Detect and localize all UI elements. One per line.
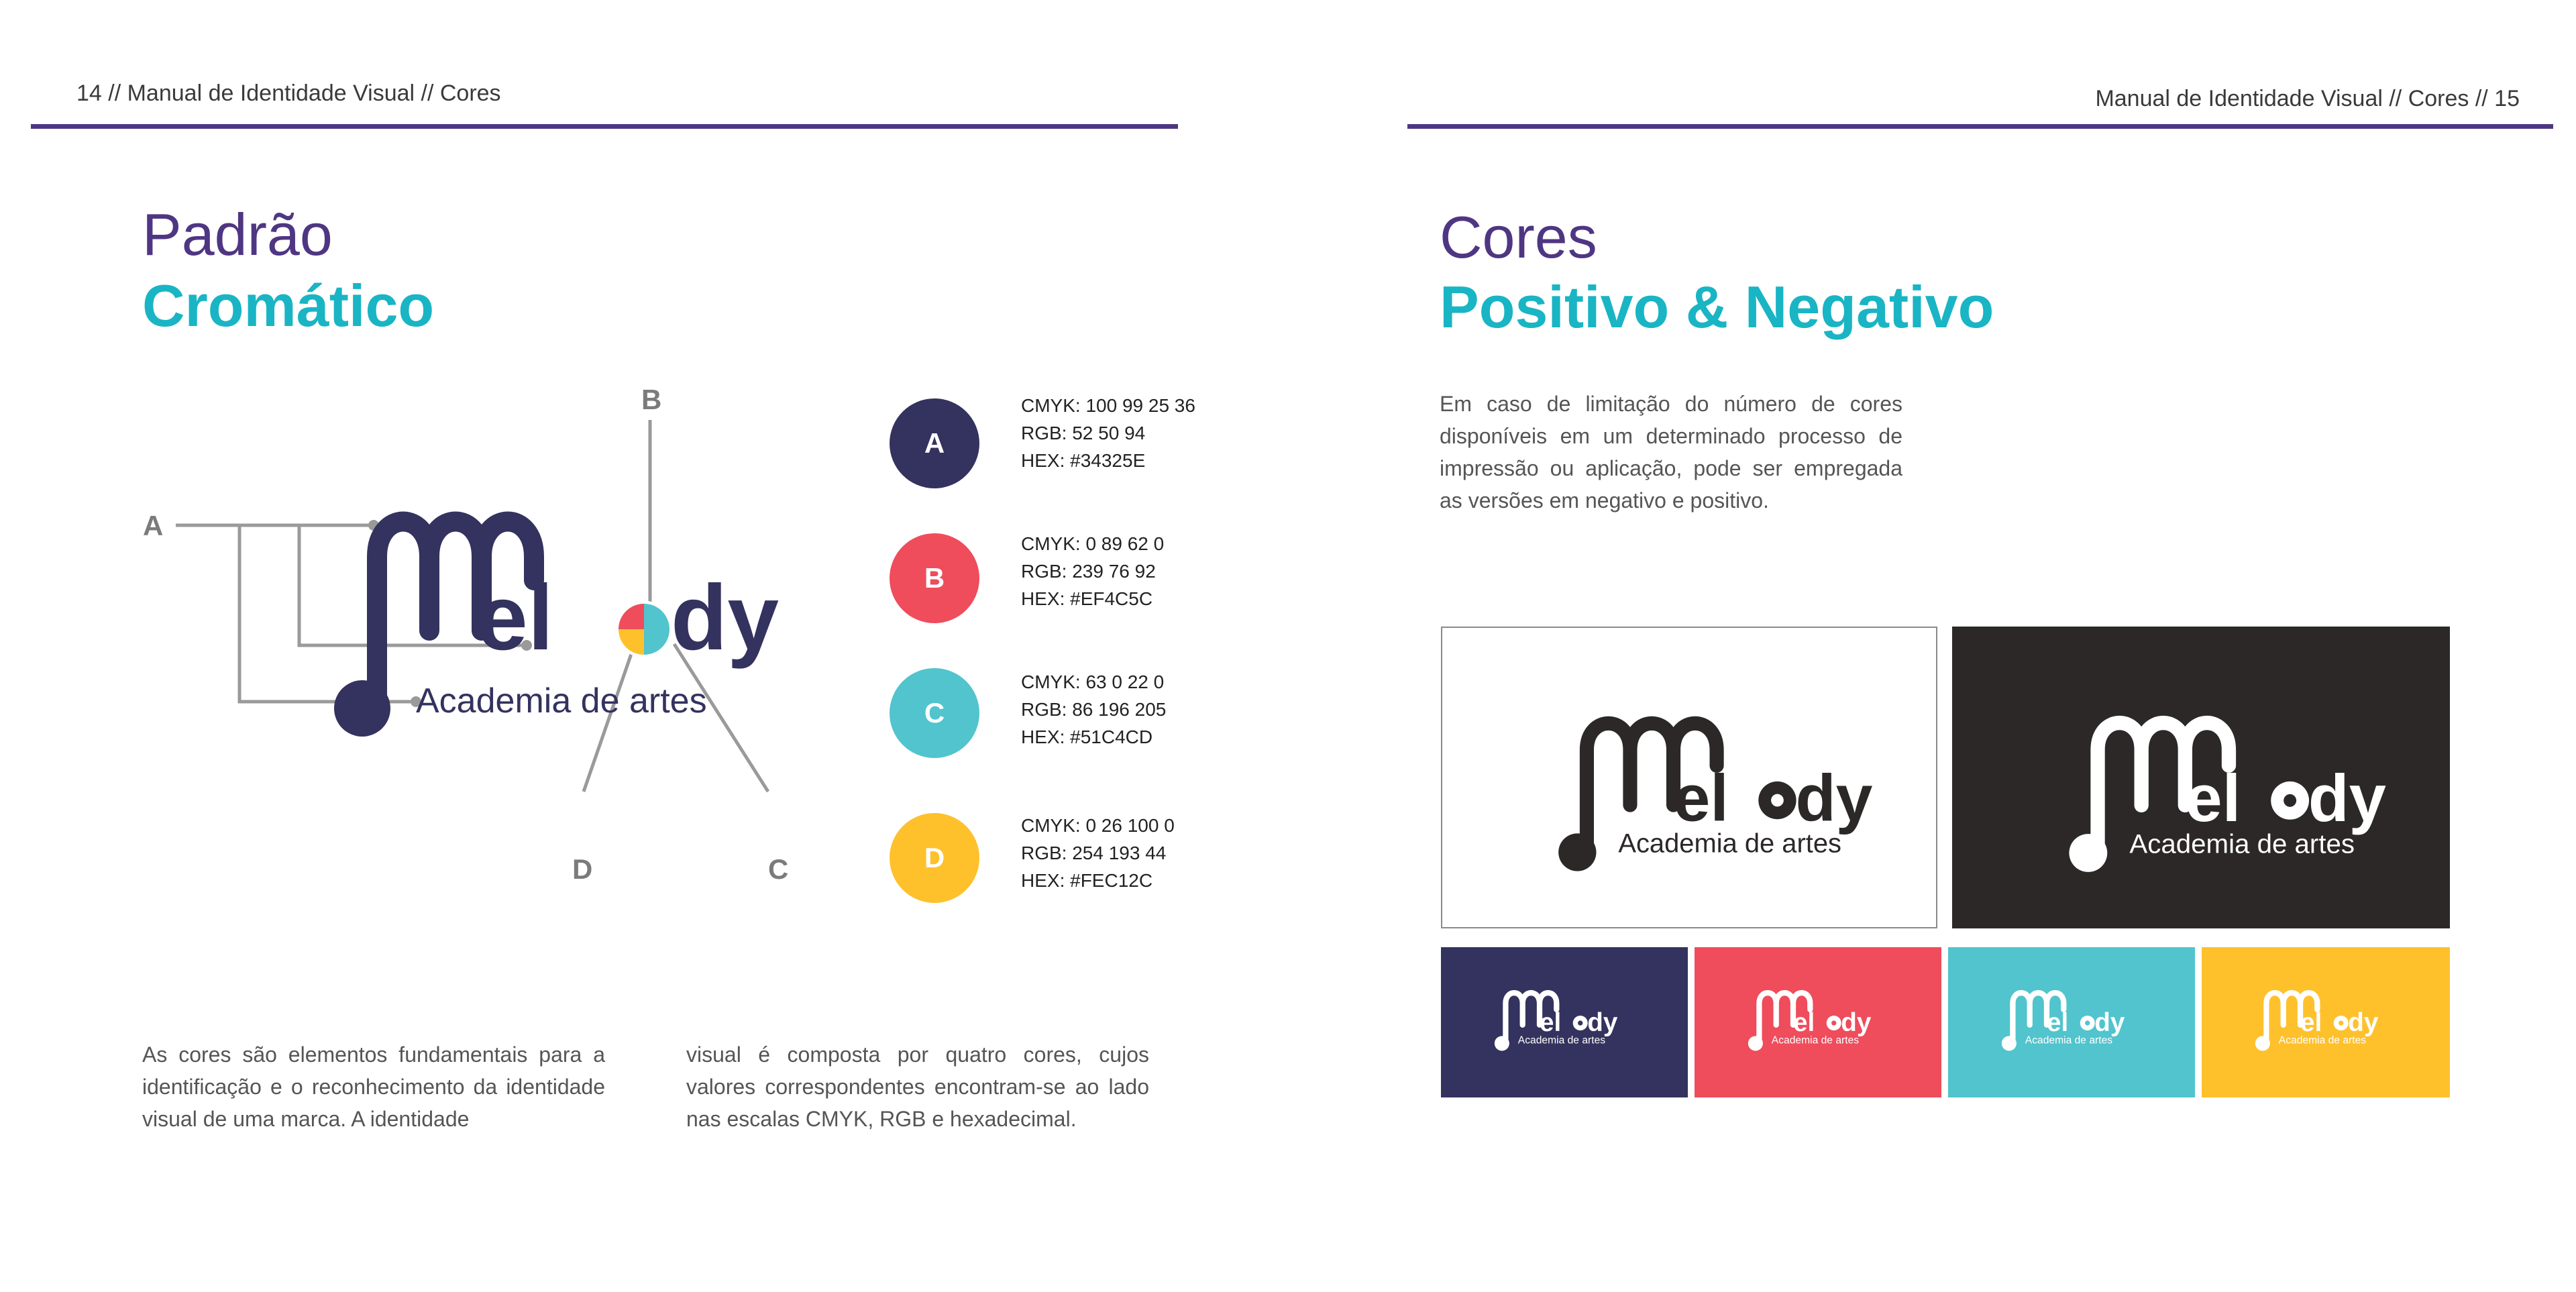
- svg-text:Academia de artes: Academia de artes: [1517, 1034, 1606, 1046]
- svg-text:Academia de artes: Academia de artes: [1618, 828, 1841, 859]
- left-body-column-1: As cores são elementos fundamentais para a identificação e o reconhecimento da identidade visual de uma marca. A identidade: [142, 1042, 605, 1131]
- logo-red-mark: [1695, 947, 1941, 1097]
- logo-yellow-mark: [2202, 947, 2450, 1097]
- swatch-a-hex: HEX: #34325E: [1021, 450, 1146, 471]
- svg-text:el: el: [2047, 1008, 2069, 1037]
- svg-text:el: el: [1673, 761, 1729, 835]
- left-title-line1: Padrão: [142, 201, 333, 268]
- swatch-c-cmyk: CMYK: 63 0 22 0: [1021, 671, 1165, 692]
- callout-a-label: A: [143, 510, 164, 541]
- svg-text:Academia de artes: Academia de artes: [1771, 1034, 1860, 1046]
- svg-text:Academia de artes: Academia de artes: [2278, 1034, 2367, 1046]
- swatch-d-circle: D: [890, 813, 979, 903]
- swatch-b-hex: HEX: #EF4C5C: [1021, 588, 1153, 609]
- svg-text:dy: dy: [671, 566, 780, 669]
- swatch-d-specs: [1021, 812, 1175, 894]
- svg-text:dy: dy: [2308, 761, 2386, 837]
- callout-b-label: B: [641, 384, 662, 415]
- svg-text:el: el: [2300, 1008, 2322, 1037]
- left-title-line2: Cromático: [142, 272, 435, 339]
- swatch-b: [890, 533, 979, 623]
- left-page-header: 14 // Manual de Identidade Visual // Cores: [76, 80, 501, 106]
- right-header-rule: [1407, 124, 2553, 129]
- swatch-c-circle: C: [890, 668, 979, 758]
- svg-text:Academia de artes: Academia de artes: [2129, 828, 2355, 859]
- swatch-d: [890, 813, 979, 903]
- swatch-d-rgb: RGB: 254 193 44: [1021, 843, 1167, 863]
- logo-cyan-panel: [1948, 947, 2195, 1097]
- svg-text:el: el: [1793, 1008, 1815, 1037]
- swatch-b-specs: [1021, 530, 1164, 612]
- swatch-a-specs: [1021, 392, 1195, 474]
- swatch-a-circle: A: [890, 398, 979, 488]
- swatch-c-hex: HEX: #51C4CD: [1021, 726, 1153, 747]
- callout-c-label: C: [768, 853, 789, 885]
- swatch-b-rgb: RGB: 239 76 92: [1021, 561, 1156, 582]
- left-header-rule: [31, 124, 1178, 129]
- logo-purple-panel: [1441, 947, 1688, 1097]
- svg-text:Academia de artes: Academia de artes: [2025, 1034, 2113, 1046]
- swatch-c-specs: [1021, 668, 1166, 751]
- swatch-a-cmyk: CMYK: 100 99 25 36: [1021, 395, 1195, 416]
- left-body-column-2: visual é composta por quatro cores, cujos valores correspondentes encontram-se ao lado nas escalas CMYK, RGB e hexadecimal.: [686, 1042, 1149, 1131]
- svg-text:dy: dy: [2094, 1008, 2125, 1037]
- right-title-line2: Positivo & Negativo: [1440, 274, 1994, 340]
- logo-purple-mark: [1441, 947, 1688, 1097]
- right-body-text: Em caso de limitação do número de cores disponíveis em um determinado processo de impressão ou aplicação, pode ser empregada as versões em negativo e positivo.: [1440, 392, 1902, 513]
- swatch-c-rgb: RGB: 86 196 205: [1021, 699, 1167, 720]
- logo-negative-panel: [1952, 627, 2450, 928]
- svg-text:dy: dy: [1795, 761, 1873, 835]
- swatch-c: [890, 668, 979, 758]
- svg-text:el: el: [1540, 1008, 1562, 1037]
- swatch-a-rgb: RGB: 52 50 94: [1021, 423, 1146, 443]
- swatch-d-cmyk: CMYK: 0 26 100 0: [1021, 815, 1175, 836]
- swatch-d-hex: HEX: #FEC12C: [1021, 870, 1153, 891]
- logo-negative-mark: [1952, 627, 2450, 928]
- logo-color-diagram: [134, 376, 839, 885]
- logo-red-panel: [1695, 947, 1941, 1097]
- callout-d-label: D: [572, 853, 593, 885]
- swatch-a: [890, 398, 979, 488]
- svg-text:dy: dy: [2348, 1008, 2379, 1037]
- svg-text:dy: dy: [1841, 1008, 1872, 1037]
- svg-text:el: el: [2185, 761, 2241, 837]
- logo-positive-panel: [1441, 627, 1937, 928]
- logo-cyan-mark: [1948, 947, 2195, 1097]
- right-page-header: Manual de Identidade Visual // Cores // 15: [2095, 86, 2520, 111]
- svg-text:Academia de artes: Academia de artes: [416, 682, 707, 720]
- svg-text:el: el: [476, 566, 554, 669]
- swatch-b-cmyk: CMYK: 0 89 62 0: [1021, 533, 1165, 554]
- logo-positive-mark: [1442, 628, 1936, 927]
- swatch-b-circle: B: [890, 533, 979, 623]
- right-title-line1: Cores: [1440, 204, 1597, 270]
- svg-text:dy: dy: [1587, 1008, 1618, 1037]
- logo-yellow-panel: [2202, 947, 2450, 1097]
